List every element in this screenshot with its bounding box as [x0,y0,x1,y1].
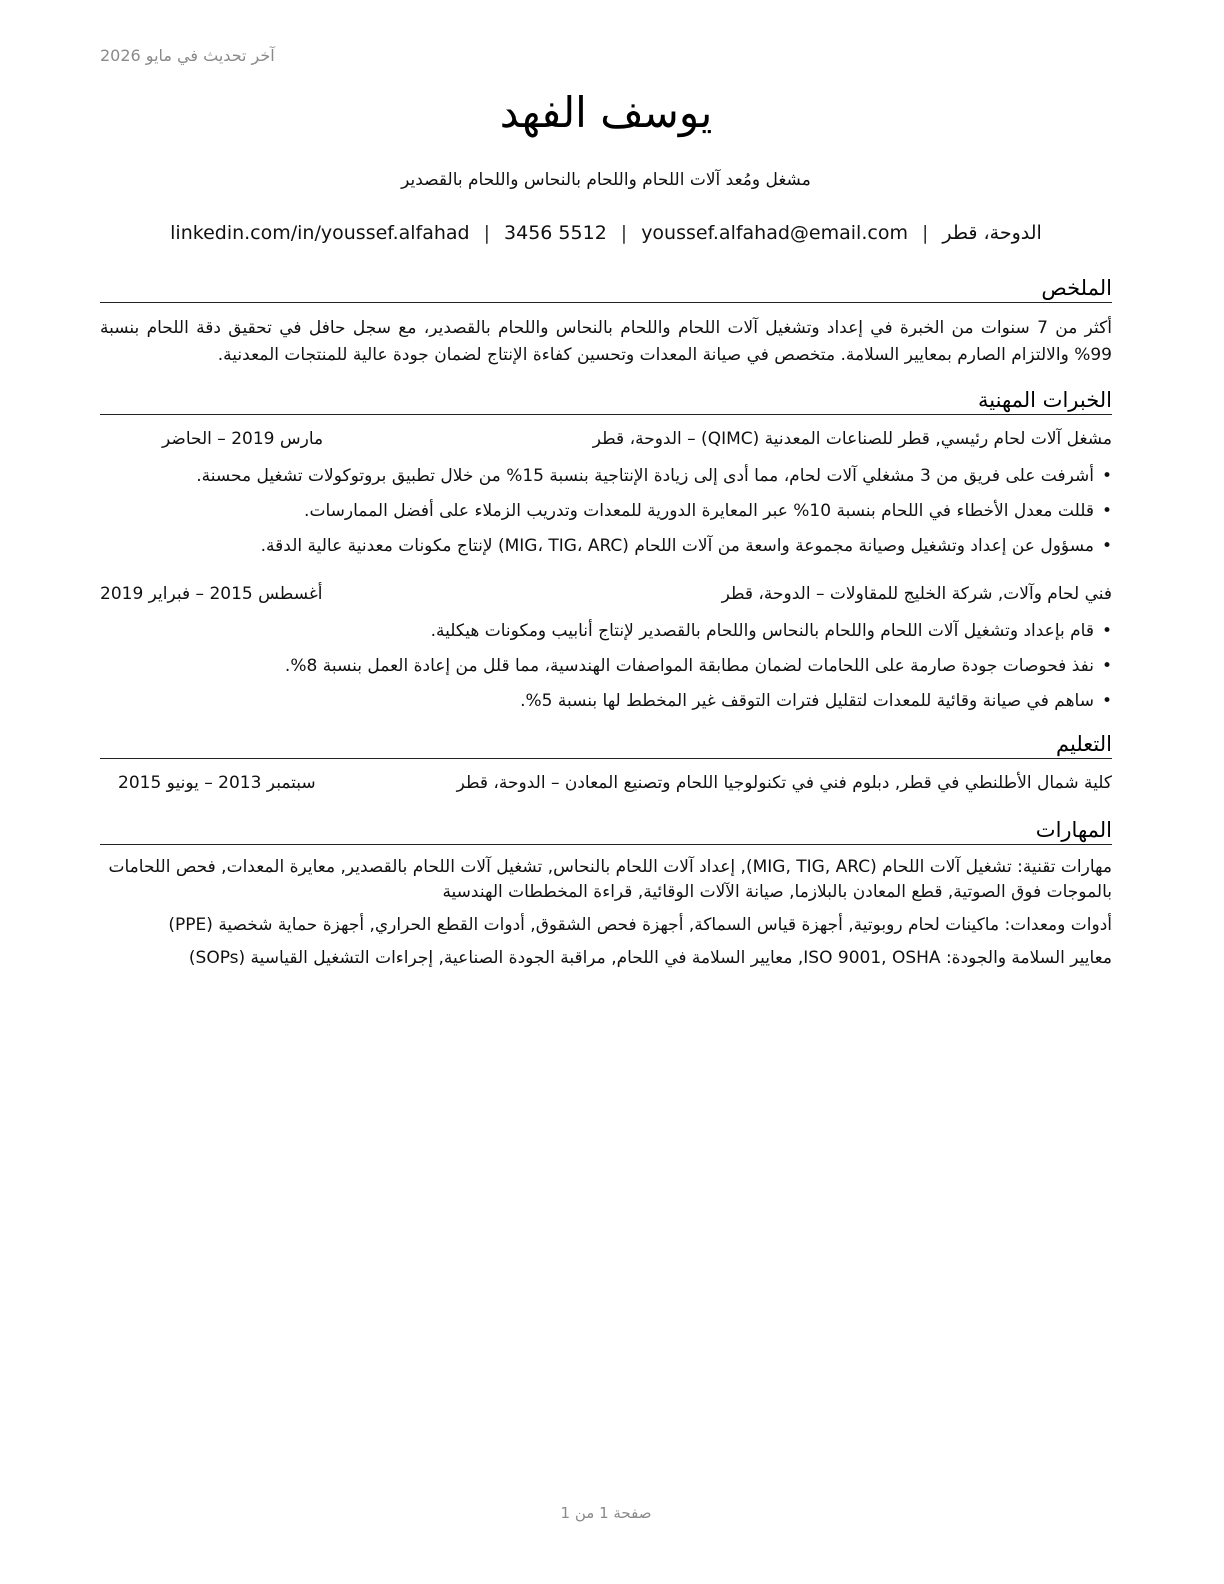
education-entry [100,773,1112,793]
education-section [100,732,1112,793]
contact-linkedin[interactable]: linkedin.com/in/youssef.alfahad [170,222,470,244]
job-heading: مشغل آلات لحام رئيسي, قطر للصناعات المعدنية (QIMC) – الدوحة، قطر [592,429,1112,449]
summary-text: أكثر من 7 سنوات من الخبرة في إعداد وتشغيل آلات اللحام واللحام بالنحاس واللحام بالقصدير، مع سجل حافل في تحقيق دقة اللحام بنسبة 99% والالتزام الصارم بمعايير السلامة. متخصص في صيانة المعدات وتحسين كفاءة الإنتاج لضمان جودة عالية للمنتجات المعدنية. [100,318,1112,365]
job-bullet: • ساهم في صيانة وقائية للمعدات لتقليل فترات التوقف غير المخطط لها بنسبة 5%. [100,684,1112,719]
job-bullets [100,614,1112,719]
education-title: التعليم [100,732,1112,759]
resume-page [100,0,1112,1584]
skills-line: أدوات ومعدات: ماكينات لحام روبوتية, أجهزة قياس السماكة, أجهزة فحص الشقوق, أدوات القطع الحراري, أجهزة حماية شخصية (PPE) [168,915,1112,935]
skills-line: معايير السلامة والجودة: ISO 9001, OSHA, معايير السلامة في اللحام, مراقبة الجودة الصناعية, إجراءات التشغيل القياسية (SOPs) [188,948,1112,968]
job-dates: مارس 2019 – الحاضر [162,429,324,449]
contact-location: الدوحة، قطر [942,222,1042,244]
job-entry [100,429,1112,564]
contact-phone: 3456 5512 [504,222,607,244]
job-bullet: • مسؤول عن إعداد وتشغيل وصيانة مجموعة واسعة من آلات اللحام (MIG، TIG، ARC) لإنتاج مكونات معدنية عالية الدقة. [100,529,1112,564]
job-bullet: • قام بإعداد وتشغيل آلات اللحام واللحام بالنحاس واللحام بالقصدير لإنتاج أنابيب ومكونات هيكلية. [100,614,1112,649]
education-dates: سبتمبر 2013 – يونيو 2015 [118,773,316,793]
contact-separator: | [620,222,628,244]
last-updated-note: آخر تحديث في مايو 2026 [100,46,275,65]
skills-section [100,818,1112,971]
job-bullet: • قللت معدل الأخطاء في اللحام بنسبة 10% عبر المعايرة الدورية للمعدات وتدريب الزملاء على أفضل الممارسات. [100,494,1112,529]
job-dates: أغسطس 2015 – فبراير 2019 [100,584,323,604]
contact-separator: | [483,222,491,244]
job-entry [100,584,1112,719]
job-heading: فني لحام وآلات, شركة الخليج للمقاولات – الدوحة، قطر [721,584,1112,604]
contact-email[interactable]: youssef.alfahad@email.com [641,222,908,244]
contact-separator: | [921,222,929,244]
job-bullets [100,459,1112,564]
experience-title: الخبرات المهنية [100,388,1112,415]
page-footer: صفحة 1 من 1 [560,1504,652,1522]
education-heading: كلية شمال الأطلنطي في قطر, دبلوم فني في تكنولوجيا اللحام وتصنيع المعادن – الدوحة، قطر [456,773,1112,793]
summary-section [100,276,1112,369]
contact-line [100,222,1112,244]
summary-title: الملخص [100,276,1112,303]
skills-line: مهارات تقنية: تشغيل آلات اللحام (MIG, TIG, ARC), إعداد آلات اللحام بالنحاس, تشغيل آلات اللحام بالقصدير, معايرة المعدات, فحص اللحامات بالموجات فوق الصوتية, قطع المعادن بالبلازما, صيانة الآلات الوقائية, قراءة المخططات الهندسية [108,857,1112,902]
job-bullet: • أشرفت على فريق من 3 مشغلي آلات لحام، مما أدى إلى زيادة الإنتاجية بنسبة 15% من خلال تطبيق بروتوكولات تشغيل محسنة. [100,459,1112,494]
job-bullet: • نفذ فحوصات جودة صارمة على اللحامات لضمان مطابقة المواصفات الهندسية، مما قلل من إعادة العمل بنسبة 8%. [100,649,1112,684]
experience-section [100,388,1112,719]
candidate-name: يوسف الفهد [499,88,713,137]
candidate-headline: مشغل ومُعد آلات اللحام واللحام بالنحاس واللحام بالقصدير [401,170,811,190]
skills-title: المهارات [100,818,1112,845]
